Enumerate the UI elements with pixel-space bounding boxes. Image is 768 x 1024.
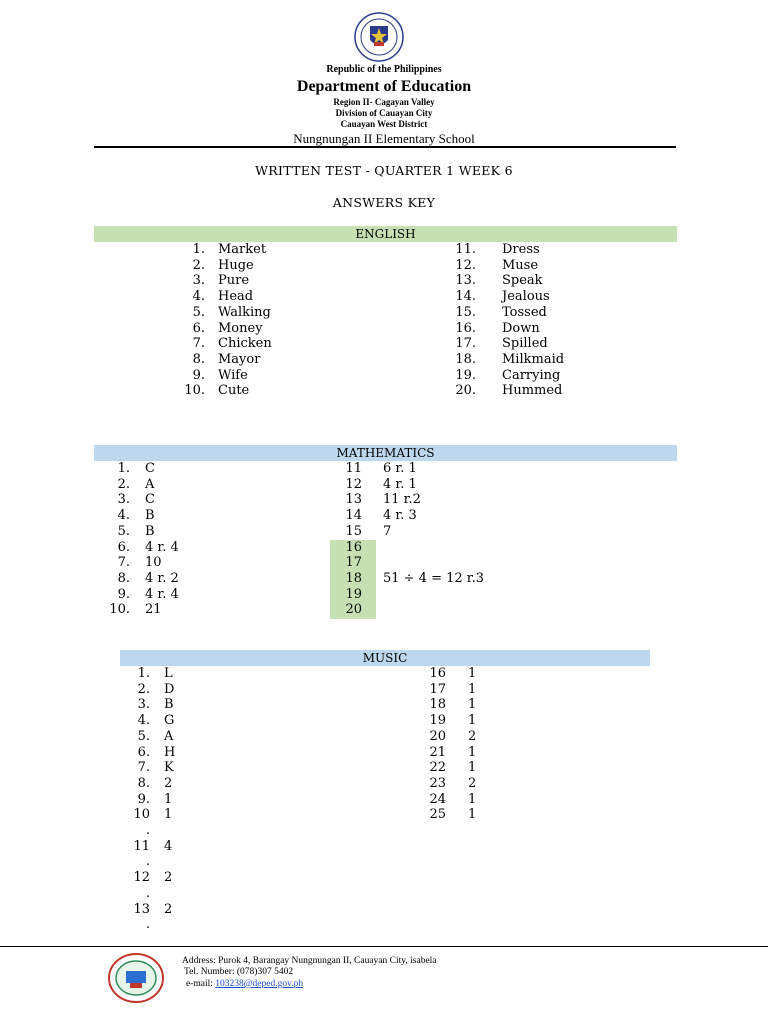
header-rule bbox=[94, 146, 676, 148]
item-number: 1. bbox=[137, 666, 150, 681]
item-number: 3. bbox=[137, 697, 150, 713]
item-number: 7. bbox=[137, 760, 150, 776]
list-item bbox=[100, 492, 179, 508]
item-number: 8. bbox=[192, 351, 205, 367]
music-answers-left bbox=[120, 666, 175, 933]
item-answer: 1 bbox=[468, 760, 477, 776]
item-number: 1. bbox=[117, 461, 130, 476]
item-number: 8. bbox=[137, 775, 150, 791]
list-item bbox=[440, 336, 564, 352]
item-number: 4. bbox=[137, 713, 150, 729]
footer-email-label: e-mail: bbox=[186, 979, 213, 989]
list-item bbox=[410, 745, 476, 761]
list-item bbox=[120, 697, 175, 713]
list-item bbox=[410, 666, 476, 682]
item-answer: 1 bbox=[468, 807, 477, 823]
item-answer: B bbox=[145, 523, 155, 539]
music-section-header: MUSIC bbox=[120, 650, 650, 666]
item-number: 12. bbox=[455, 257, 476, 273]
footer-tel: Tel. Number: (078)307 5402 bbox=[184, 967, 294, 977]
item-number: 9. bbox=[192, 367, 205, 383]
item-answer: C bbox=[145, 461, 155, 476]
item-number: 16 bbox=[429, 666, 446, 681]
item-number: 11 bbox=[345, 461, 362, 476]
list-item bbox=[160, 289, 272, 305]
item-number: 15 bbox=[345, 523, 362, 539]
list-item bbox=[120, 729, 175, 745]
item-number: 10. bbox=[109, 602, 130, 618]
item-number: 17 bbox=[345, 555, 362, 571]
english-answers-left bbox=[160, 242, 272, 399]
division-label: Division of Cauayan City bbox=[335, 108, 433, 118]
item-number: 5. bbox=[117, 523, 130, 539]
item-answer: Hummed bbox=[502, 383, 563, 399]
item-answer: Jealous bbox=[502, 289, 550, 305]
item-answer: 4 r. 1 bbox=[383, 476, 417, 492]
item-number: 2. bbox=[117, 476, 130, 492]
item-answer: 2 bbox=[164, 901, 173, 917]
list-item bbox=[410, 729, 476, 745]
list-item bbox=[330, 524, 484, 540]
item-number: 24 bbox=[429, 791, 446, 807]
list-item bbox=[120, 902, 175, 918]
item-number: 18. bbox=[455, 351, 476, 367]
list-item bbox=[120, 776, 175, 792]
item-number: 15. bbox=[455, 304, 476, 320]
list-item bbox=[440, 273, 564, 289]
item-number: 2. bbox=[137, 681, 150, 697]
item-answer: 51 ÷ 4 = 12 r.3 bbox=[383, 570, 484, 586]
list-item bbox=[440, 368, 564, 384]
list-item bbox=[100, 508, 179, 524]
item-number: 13. bbox=[455, 273, 476, 289]
list-item bbox=[160, 368, 272, 384]
school-logo bbox=[108, 953, 164, 1003]
list-item bbox=[330, 508, 484, 524]
list-item bbox=[100, 524, 179, 540]
item-answer: 11 r.2 bbox=[383, 492, 421, 508]
item-answer: 1 bbox=[468, 713, 477, 729]
item-number: 13 bbox=[345, 492, 362, 508]
item-answer: Market bbox=[218, 242, 267, 257]
item-answer: 2 bbox=[468, 775, 477, 791]
item-answer: D bbox=[164, 681, 175, 697]
list-item bbox=[440, 321, 564, 337]
item-answer: Pure bbox=[218, 273, 250, 289]
list-item bbox=[120, 854, 175, 870]
list-item bbox=[120, 839, 175, 855]
list-item bbox=[120, 760, 175, 776]
item-number: 21 bbox=[429, 744, 446, 760]
list-item bbox=[120, 666, 175, 682]
item-number: 19. bbox=[455, 367, 476, 383]
item-answer: 4 r. 2 bbox=[145, 570, 179, 586]
list-item bbox=[160, 305, 272, 321]
item-number: 3. bbox=[192, 273, 205, 289]
item-number: 16 bbox=[345, 539, 362, 555]
item-number: 17 bbox=[429, 681, 446, 697]
school-name: Nungnungan II Elementary School bbox=[293, 131, 475, 146]
item-answer: Head bbox=[218, 289, 254, 305]
item-number: 19 bbox=[345, 586, 362, 602]
list-item bbox=[330, 555, 484, 571]
list-item bbox=[100, 540, 179, 556]
list-item bbox=[330, 571, 484, 587]
item-answer: Mayor bbox=[218, 351, 261, 367]
list-item bbox=[120, 886, 175, 902]
list-item bbox=[410, 792, 476, 808]
item-number: 6. bbox=[117, 539, 130, 555]
list-item bbox=[120, 682, 175, 698]
list-item bbox=[100, 602, 179, 618]
math-answers-right bbox=[330, 461, 484, 618]
list-item bbox=[440, 352, 564, 368]
list-item bbox=[100, 587, 179, 603]
item-answer: A bbox=[164, 728, 174, 744]
item-answer: 4 r. 4 bbox=[145, 539, 179, 555]
item-number: 20 bbox=[429, 728, 446, 744]
item-number: . bbox=[145, 885, 150, 901]
item-answer: Speak bbox=[502, 273, 543, 289]
deped-seal-logo bbox=[354, 12, 404, 62]
list-item bbox=[440, 242, 564, 258]
list-item bbox=[100, 477, 179, 493]
item-number: 6. bbox=[192, 320, 205, 336]
item-answer: Spilled bbox=[502, 336, 548, 352]
footer-address: Address: Purok 4, Barangay Nungnungan II, Cauayan City, isabela bbox=[182, 956, 437, 966]
list-item bbox=[330, 540, 484, 556]
item-number: 22 bbox=[429, 760, 446, 776]
item-answer: A bbox=[145, 476, 155, 492]
item-number: 14. bbox=[455, 289, 476, 305]
item-answer: Tossed bbox=[502, 304, 547, 320]
music-answers-right bbox=[410, 666, 476, 823]
item-answer: 7 bbox=[383, 523, 392, 539]
item-number: 9. bbox=[137, 791, 150, 807]
district-label: Cauayan West District bbox=[340, 119, 428, 129]
item-answer: Milkmaid bbox=[502, 351, 565, 367]
item-number: . bbox=[145, 854, 150, 870]
item-answer: 2 bbox=[164, 775, 173, 791]
item-answer: 1 bbox=[468, 697, 477, 713]
item-answer: 1 bbox=[468, 666, 477, 681]
item-number: 20 bbox=[345, 602, 362, 618]
list-item bbox=[160, 383, 272, 399]
item-number: 23 bbox=[429, 775, 446, 791]
item-answer: 1 bbox=[468, 744, 477, 760]
list-item bbox=[120, 823, 175, 839]
list-item bbox=[160, 273, 272, 289]
item-answer: 1 bbox=[468, 681, 477, 697]
item-answer: Walking bbox=[218, 304, 271, 320]
item-answer: Money bbox=[218, 320, 263, 336]
department-title: Department of Education bbox=[296, 78, 472, 95]
republic-label: Republic of the Philippines bbox=[326, 64, 442, 75]
item-number: 25 bbox=[429, 807, 446, 823]
item-answer: 4 r. 3 bbox=[383, 508, 417, 524]
region-label: Region II- Cagayan Valley bbox=[333, 97, 435, 107]
list-item bbox=[410, 713, 476, 729]
item-answer: Carrying bbox=[502, 367, 561, 383]
item-number: 5. bbox=[137, 728, 150, 744]
list-item bbox=[100, 571, 179, 587]
list-item bbox=[160, 336, 272, 352]
list-item bbox=[440, 383, 564, 399]
item-answer: 2 bbox=[468, 728, 477, 744]
item-answer: 2 bbox=[164, 870, 173, 886]
item-answer: Down bbox=[502, 320, 540, 336]
item-number: 19 bbox=[429, 713, 446, 729]
item-answer: H bbox=[164, 744, 176, 760]
list-item bbox=[100, 461, 179, 477]
item-answer: Chicken bbox=[218, 336, 272, 352]
list-item bbox=[120, 792, 175, 808]
footer-rule bbox=[0, 946, 768, 947]
list-item bbox=[120, 870, 175, 886]
item-answer: Dress bbox=[502, 242, 540, 257]
list-item bbox=[440, 305, 564, 321]
list-item bbox=[440, 289, 564, 305]
test-title: WRITTEN TEST - QUARTER 1 WEEK 6 bbox=[255, 163, 513, 178]
item-answer: 6 r. 1 bbox=[383, 461, 417, 476]
list-item bbox=[410, 682, 476, 698]
item-number: 5. bbox=[192, 304, 205, 320]
list-item bbox=[410, 760, 476, 776]
footer-email-line bbox=[186, 978, 303, 990]
item-answer: K bbox=[164, 760, 174, 776]
list-item bbox=[330, 602, 484, 618]
list-item bbox=[120, 917, 175, 933]
item-answer: B bbox=[164, 697, 174, 713]
item-number: 9. bbox=[117, 586, 130, 602]
item-number: 8. bbox=[117, 570, 130, 586]
item-number: 1. bbox=[192, 242, 205, 257]
item-number: 7. bbox=[192, 336, 205, 352]
item-answer: 1 bbox=[468, 791, 477, 807]
english-section-header: ENGLISH bbox=[94, 226, 677, 242]
list-item bbox=[120, 745, 175, 761]
list-item bbox=[440, 258, 564, 274]
item-answer: Muse bbox=[502, 257, 539, 273]
item-number: . bbox=[145, 917, 150, 933]
list-item bbox=[410, 697, 476, 713]
item-number: 2. bbox=[192, 257, 205, 273]
item-number: 18 bbox=[429, 697, 446, 713]
item-answer: 4 r. 4 bbox=[145, 586, 179, 602]
item-number: 13 bbox=[133, 901, 150, 917]
item-number: 14 bbox=[345, 508, 362, 524]
list-item bbox=[410, 776, 476, 792]
item-answer: 10 bbox=[145, 555, 162, 571]
item-answer: 4 bbox=[164, 838, 173, 854]
list-item bbox=[100, 555, 179, 571]
item-number: 4. bbox=[192, 289, 205, 305]
answers-key-label: ANSWERS KEY bbox=[332, 195, 436, 210]
list-item bbox=[330, 477, 484, 493]
item-answer: L bbox=[164, 666, 173, 681]
item-answer: B bbox=[145, 508, 155, 524]
item-number: 4. bbox=[117, 508, 130, 524]
item-number: 20. bbox=[455, 383, 476, 399]
item-number: 10. bbox=[184, 383, 205, 399]
item-answer: Cute bbox=[218, 383, 250, 399]
list-item bbox=[120, 713, 175, 729]
item-number: 10 bbox=[133, 807, 150, 823]
mathematics-section-header: MATHEMATICS bbox=[94, 445, 677, 461]
list-item bbox=[160, 352, 272, 368]
item-answer: C bbox=[145, 492, 155, 508]
list-item bbox=[330, 461, 484, 477]
item-number: 6. bbox=[137, 744, 150, 760]
item-number: 12 bbox=[133, 870, 150, 886]
list-item bbox=[330, 587, 484, 603]
list-item bbox=[330, 492, 484, 508]
math-answers-left bbox=[100, 461, 179, 618]
list-item bbox=[410, 807, 476, 823]
item-number: 12 bbox=[345, 476, 362, 492]
item-answer: 1 bbox=[164, 807, 173, 823]
item-answer: Huge bbox=[218, 257, 254, 273]
english-answers-right bbox=[440, 242, 564, 399]
item-answer: 1 bbox=[164, 791, 173, 807]
footer-email-link[interactable]: 103238@deped.gov.ph bbox=[215, 979, 304, 989]
item-number: 11. bbox=[455, 242, 476, 257]
item-number: 17. bbox=[455, 336, 476, 352]
item-number: 18 bbox=[345, 570, 362, 586]
list-item bbox=[160, 321, 272, 337]
item-answer: 21 bbox=[145, 602, 162, 618]
list-item bbox=[160, 242, 272, 258]
item-number: 16. bbox=[455, 320, 476, 336]
item-answer: Wife bbox=[218, 367, 248, 383]
list-item bbox=[160, 258, 272, 274]
item-number: 7. bbox=[117, 555, 130, 571]
item-number: 11 bbox=[133, 838, 150, 854]
item-answer: G bbox=[164, 713, 175, 729]
item-number: . bbox=[145, 823, 150, 839]
list-item bbox=[120, 807, 175, 823]
item-number: 3. bbox=[117, 492, 130, 508]
